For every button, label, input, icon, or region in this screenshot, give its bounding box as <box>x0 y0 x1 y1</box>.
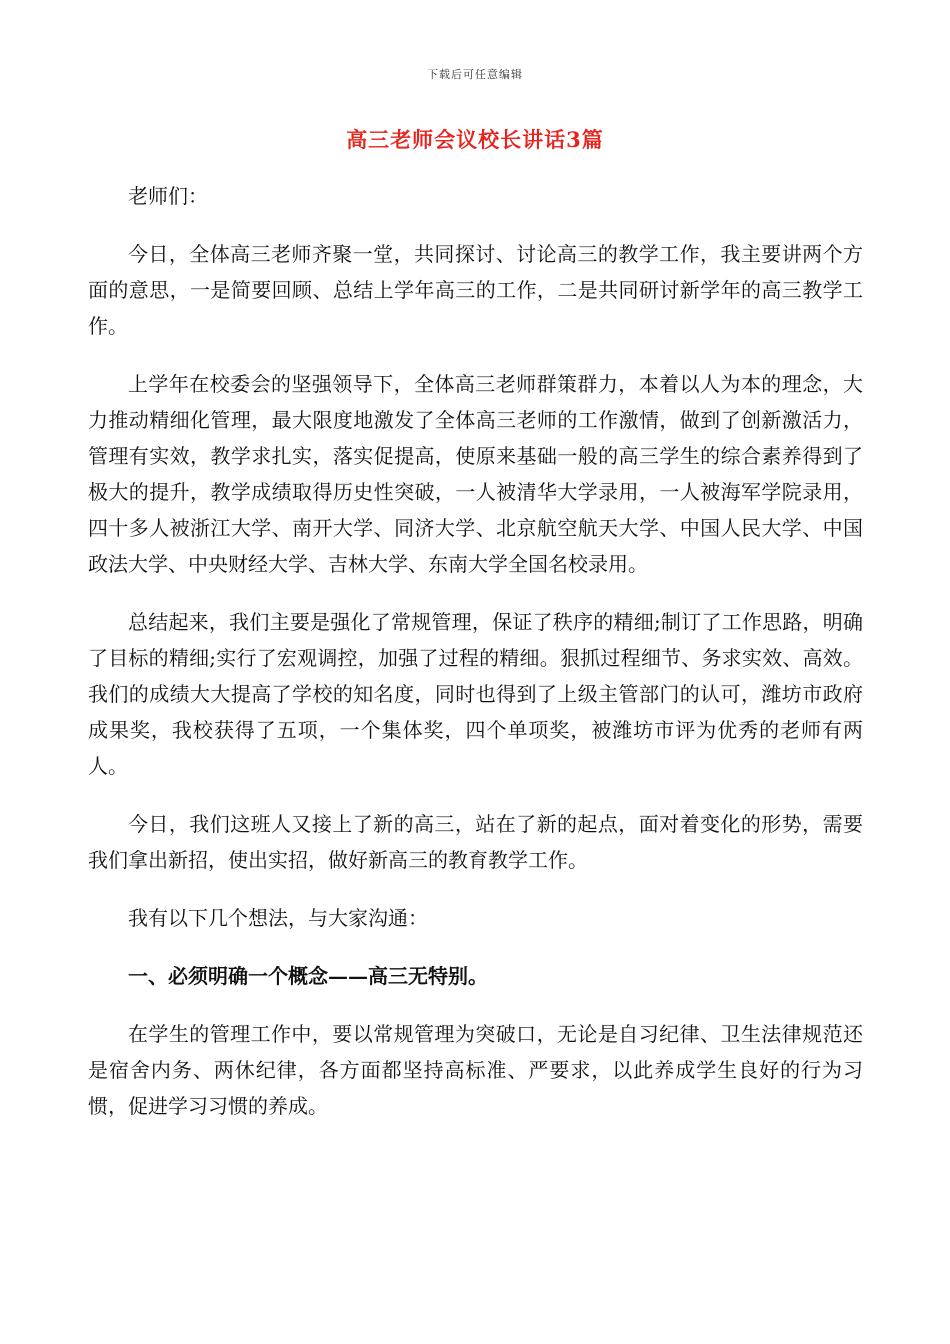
paragraph-3: 总结起来，我们主要是强化了常规管理，保证了秩序的精细;制订了工作思路，明确了目标的精细;实行了宏观调控，加强了过程的精细。狠抓过程细节、务求实效、高效。我们的成绩大大提高了学校的知名度，同时也得到了上级主管部门的认可，潍坊市政府成果奖，我校获得了五项，一个集体奖，四个单项奖，被潍坊市评为优秀的老师有两人。 <box>88 610 863 778</box>
paragraph-2: 上学年在校委会的坚强领导下，全体高三老师群策群力，本着以人为本的理念，大力推动精细化管理，最大限度地激发了全体高三老师的工作激情，做到了创新激活力，管理有实效，教学求扎实，落实促提高，使原来基础一般的高三学生的综合素养得到了极大的提升，教学成绩取得历史性突破，一人被清华大学录用，一人被海军学院录用，四十多人被浙江大学、南开大学、同济大学、北京航空航天大学、中国人民大学、中国政法大学、中央财经大学、吉林大学、东南大学全国名校录用。 <box>88 372 863 576</box>
header-note: 下载后可任意编辑 <box>427 68 523 81</box>
paragraph-4: 今日，我们这班人又接上了新的高三，站在了新的起点，面对着变化的形势，需要我们拿出新招，使出实招，做好新高三的教育教学工作。 <box>88 812 863 872</box>
paragraph-6: 在学生的管理工作中，要以常规管理为突破口，无论是自习纪律、卫生法律规范还是宿舍内务、两休纪律，各方面都坚持高标准、严要求，以此养成学生良好的行为习惯，促进学习习惯的养成。 <box>88 1022 863 1118</box>
document-body <box>88 178 863 1146</box>
paragraph-5: 我有以下几个想法，与大家沟通： <box>128 906 428 930</box>
greeting: 老师们： <box>128 184 208 208</box>
document-title: 高三老师会议校长讲话3篇 <box>346 127 604 152</box>
paragraph-1: 今日，全体高三老师齐聚一堂，共同探讨、讨论高三的教学工作，我主要讲两个方面的意思，一是简要回顾、总结上学年高三的工作，二是共同研讨新学年的高三教学工作。 <box>88 242 863 338</box>
section-heading: 一、必须明确一个概念——高三无特别。 <box>128 964 488 988</box>
